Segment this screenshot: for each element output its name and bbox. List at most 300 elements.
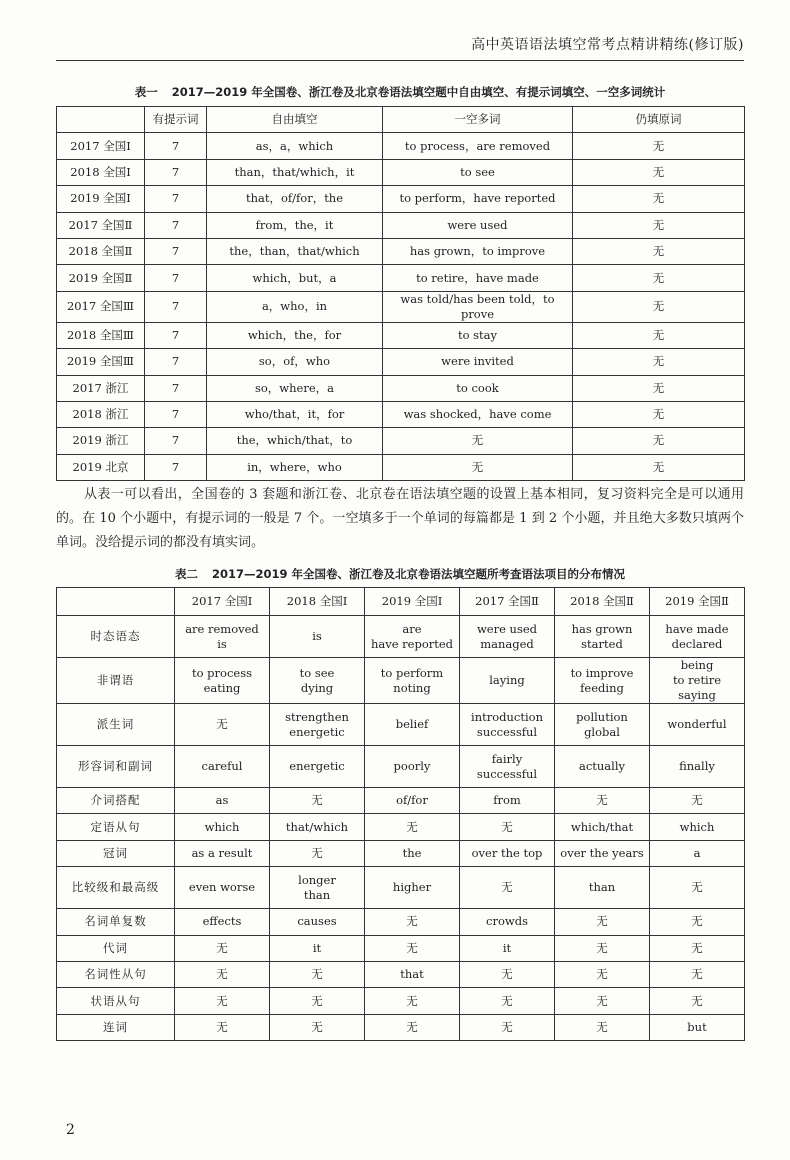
cell-line: noting bbox=[393, 680, 431, 695]
table-cell bbox=[175, 788, 270, 814]
cell-line: 无 bbox=[311, 967, 323, 982]
cell-line: has grown bbox=[571, 621, 633, 636]
cell-line: 无 bbox=[596, 793, 608, 808]
table-cell bbox=[365, 961, 460, 987]
table-cell: to retire，have made bbox=[383, 265, 573, 291]
table-cell bbox=[175, 1014, 270, 1040]
table-row bbox=[57, 814, 745, 840]
table-cell bbox=[650, 988, 745, 1014]
row-label: 代词 bbox=[57, 935, 175, 961]
table-cell bbox=[365, 867, 460, 909]
table-cell bbox=[460, 840, 555, 866]
table-cell bbox=[460, 935, 555, 961]
table-cell bbox=[270, 746, 365, 788]
cell-line: to perform bbox=[380, 665, 444, 680]
cell-line: global bbox=[584, 724, 620, 739]
cell-line: but bbox=[687, 1019, 707, 1034]
table-cell: than，that/which，it bbox=[207, 159, 383, 185]
cell-line: which bbox=[204, 819, 240, 834]
row-label: 2018 浙江 bbox=[57, 401, 145, 427]
table-cell bbox=[650, 909, 745, 935]
table-cell: to perform，have reported bbox=[383, 186, 573, 212]
table-cell: 无 bbox=[573, 375, 745, 401]
table-cell bbox=[270, 1014, 365, 1040]
table-cell bbox=[555, 788, 650, 814]
cell-line: over the top bbox=[471, 845, 543, 860]
table-cell bbox=[365, 616, 460, 658]
table-cell: so，of，who bbox=[207, 349, 383, 375]
cell-line: 无 bbox=[596, 993, 608, 1008]
table-cell: has grown，to improve bbox=[383, 238, 573, 264]
cell-line: that/which bbox=[285, 819, 349, 834]
row-label: 2018 全国Ⅲ bbox=[57, 322, 145, 348]
table-cell bbox=[650, 1014, 745, 1040]
table-cell bbox=[460, 746, 555, 788]
table-cell: in，where，who bbox=[207, 454, 383, 480]
table-cell: to cook bbox=[383, 375, 573, 401]
row-label: 时态语态 bbox=[57, 616, 175, 658]
row-label: 形容词和副词 bbox=[57, 746, 175, 788]
table2-tag: 表二 bbox=[174, 567, 198, 581]
cell-line: pollution bbox=[576, 709, 628, 724]
cell-line: feeding bbox=[580, 680, 624, 695]
table1-column-header: 自由填空 bbox=[207, 107, 383, 133]
cell-line: 无 bbox=[216, 967, 228, 982]
table1-column-header: 一空多词 bbox=[383, 107, 573, 133]
table-row bbox=[57, 291, 745, 322]
table-row bbox=[57, 935, 745, 961]
cell-line: from bbox=[493, 793, 521, 808]
cell-line: 无 bbox=[596, 1019, 608, 1034]
table-cell bbox=[175, 867, 270, 909]
cell-line: were used bbox=[476, 621, 538, 636]
table-cell: as，a，which bbox=[207, 133, 383, 159]
table-cell: 7 bbox=[145, 428, 207, 454]
table-row bbox=[57, 909, 745, 935]
table-cell: 7 bbox=[145, 291, 207, 322]
cell-line: successful bbox=[476, 724, 538, 739]
cell-line: higher bbox=[392, 880, 432, 895]
table-cell: to see bbox=[383, 159, 573, 185]
cell-line: poorly bbox=[393, 759, 431, 773]
table2-column-header: 2018 全国Ⅱ bbox=[555, 588, 650, 616]
cell-line: 无 bbox=[311, 993, 323, 1008]
table-cell: the，than，that/which bbox=[207, 238, 383, 264]
row-label: 2017 全国Ⅰ bbox=[57, 133, 145, 159]
cell-line: crowds bbox=[486, 914, 528, 929]
cell-line: to process bbox=[191, 665, 253, 680]
cell-line: effects bbox=[202, 914, 242, 929]
row-label: 2018 全国Ⅱ bbox=[57, 238, 145, 264]
table-cell bbox=[365, 788, 460, 814]
cell-line: 无 bbox=[406, 940, 418, 955]
table-cell: 无 bbox=[573, 454, 745, 480]
cell-line: started bbox=[581, 636, 623, 651]
cell-line: 无 bbox=[501, 993, 513, 1008]
table1-tag: 表一 bbox=[134, 85, 158, 99]
table-cell: from，the，it bbox=[207, 212, 383, 238]
row-label: 冠词 bbox=[57, 840, 175, 866]
table-cell: 7 bbox=[145, 375, 207, 401]
cell-line: managed bbox=[480, 636, 534, 651]
table2-distribution bbox=[56, 587, 745, 1041]
row-label: 2019 全国Ⅱ bbox=[57, 265, 145, 291]
table-row bbox=[57, 961, 745, 987]
table-cell bbox=[175, 988, 270, 1014]
cell-line: 无 bbox=[501, 819, 513, 834]
table-cell bbox=[555, 840, 650, 866]
table-cell bbox=[270, 988, 365, 1014]
row-label: 2019 全国Ⅲ bbox=[57, 349, 145, 375]
cell-line: 无 bbox=[311, 793, 323, 808]
table-cell bbox=[175, 840, 270, 866]
table-cell: 7 bbox=[145, 454, 207, 480]
table1-title: 2017—2019 年全国卷、浙江卷及北京卷语法填空题中自由填空、有提示词填空、一空多词统计 bbox=[171, 85, 666, 99]
table-cell bbox=[175, 746, 270, 788]
table1-column-header: 仍填原词 bbox=[573, 107, 745, 133]
table-row bbox=[57, 349, 745, 375]
cell-line: to improve bbox=[570, 665, 634, 680]
cell-line: 无 bbox=[406, 819, 418, 834]
table-cell: 无 bbox=[573, 238, 745, 264]
table-row bbox=[57, 988, 745, 1014]
table-row bbox=[57, 238, 745, 264]
table-cell bbox=[650, 704, 745, 746]
table-cell: 无 bbox=[573, 133, 745, 159]
table-cell: 无 bbox=[573, 428, 745, 454]
table-cell bbox=[650, 935, 745, 961]
table-cell bbox=[555, 867, 650, 909]
row-label: 非谓语 bbox=[57, 658, 175, 704]
table1-caption bbox=[56, 84, 744, 100]
table-cell bbox=[650, 840, 745, 866]
table-cell bbox=[175, 814, 270, 840]
cell-line: strengthen bbox=[285, 709, 349, 724]
table-row bbox=[57, 133, 745, 159]
table-cell bbox=[365, 935, 460, 961]
cell-line: it bbox=[312, 940, 322, 955]
cell-line: 无 bbox=[406, 1019, 418, 1034]
cell-line: 无 bbox=[501, 880, 513, 895]
cell-line: belief bbox=[395, 717, 429, 731]
cell-line: 无 bbox=[311, 1019, 323, 1034]
cell-line: of/for bbox=[396, 793, 428, 808]
table-row bbox=[57, 867, 745, 909]
table-cell bbox=[365, 1014, 460, 1040]
cell-line: energetic bbox=[289, 759, 345, 773]
table-cell bbox=[555, 814, 650, 840]
table-row bbox=[57, 616, 745, 658]
cell-line: is bbox=[312, 629, 322, 643]
cell-line: actually bbox=[578, 759, 626, 773]
table-cell: 7 bbox=[145, 133, 207, 159]
table-cell: to stay bbox=[383, 322, 573, 348]
table2-column-header: 2019 全国Ⅰ bbox=[365, 588, 460, 616]
table-cell bbox=[175, 616, 270, 658]
cell-line: introduction bbox=[471, 709, 543, 724]
table2-column-header: 2019 全国Ⅱ bbox=[650, 588, 745, 616]
table-cell: 7 bbox=[145, 159, 207, 185]
table-cell bbox=[650, 788, 745, 814]
cell-line: 无 bbox=[311, 845, 323, 860]
cell-line: even worse bbox=[188, 880, 256, 895]
table-row bbox=[57, 375, 745, 401]
table-cell bbox=[270, 909, 365, 935]
table2-header-row bbox=[57, 588, 745, 616]
table1-header-row bbox=[57, 107, 745, 133]
cell-line: 无 bbox=[691, 880, 703, 895]
cell-line: longer bbox=[298, 872, 336, 887]
row-label: 2019 全国Ⅰ bbox=[57, 186, 145, 212]
table2-column-header: 2017 全国Ⅰ bbox=[175, 588, 270, 616]
cell-line: 无 bbox=[406, 914, 418, 929]
table-cell bbox=[555, 935, 650, 961]
cell-line: 无 bbox=[501, 967, 513, 982]
table-cell: were invited bbox=[383, 349, 573, 375]
table-cell bbox=[365, 840, 460, 866]
table-cell: 无 bbox=[383, 428, 573, 454]
cell-line: to retire bbox=[672, 673, 722, 687]
table-cell bbox=[650, 616, 745, 658]
cell-line: it bbox=[502, 940, 512, 955]
table-row bbox=[57, 265, 745, 291]
cell-line: 无 bbox=[596, 940, 608, 955]
table2-column-header: 2017 全国Ⅱ bbox=[460, 588, 555, 616]
row-label: 名词性从句 bbox=[57, 961, 175, 987]
table2-column-header: 2018 全国Ⅰ bbox=[270, 588, 365, 616]
table-cell bbox=[175, 961, 270, 987]
cell-line: is bbox=[217, 636, 227, 651]
table-cell bbox=[365, 909, 460, 935]
table-cell bbox=[270, 814, 365, 840]
table-cell bbox=[365, 704, 460, 746]
row-label: 2017 浙江 bbox=[57, 375, 145, 401]
cell-line: that bbox=[400, 967, 424, 982]
table-cell bbox=[460, 616, 555, 658]
cell-line: 无 bbox=[691, 967, 703, 982]
row-label: 定语从句 bbox=[57, 814, 175, 840]
cell-line: which bbox=[679, 819, 715, 834]
table-cell bbox=[270, 788, 365, 814]
table-cell: the，which/that，to bbox=[207, 428, 383, 454]
table-cell bbox=[175, 704, 270, 746]
table2-title: 2017—2019 年全国卷、浙江卷及北京卷语法填空题所考查语法项目的分布情况 bbox=[211, 567, 625, 581]
table-cell bbox=[650, 746, 745, 788]
table-cell bbox=[270, 961, 365, 987]
table-cell: 7 bbox=[145, 238, 207, 264]
table-cell bbox=[460, 658, 555, 704]
table-cell bbox=[555, 909, 650, 935]
table-cell bbox=[555, 658, 650, 704]
table-cell: 无 bbox=[573, 159, 745, 185]
cell-line: being bbox=[680, 658, 714, 672]
table-cell bbox=[555, 961, 650, 987]
table-cell: 无 bbox=[573, 322, 745, 348]
table-cell bbox=[270, 704, 365, 746]
table-cell: which，but，a bbox=[207, 265, 383, 291]
table-cell: 7 bbox=[145, 349, 207, 375]
cell-line: dying bbox=[300, 680, 334, 695]
table-cell bbox=[650, 658, 745, 704]
table-cell bbox=[555, 1014, 650, 1040]
table-cell: 无 bbox=[383, 454, 573, 480]
table-row bbox=[57, 788, 745, 814]
cell-line: 无 bbox=[596, 914, 608, 929]
row-label: 2017 全国Ⅱ bbox=[57, 212, 145, 238]
row-label: 派生词 bbox=[57, 704, 175, 746]
table-cell bbox=[270, 840, 365, 866]
table-cell: was shocked，have come bbox=[383, 401, 573, 427]
table-cell bbox=[365, 746, 460, 788]
table-cell bbox=[460, 704, 555, 746]
table-row bbox=[57, 1014, 745, 1040]
table-cell bbox=[555, 704, 650, 746]
cell-line: which/that bbox=[570, 819, 634, 834]
cell-line: wonderful bbox=[667, 717, 727, 731]
table-cell bbox=[460, 988, 555, 1014]
row-label: 连词 bbox=[57, 1014, 175, 1040]
cell-line: laying bbox=[489, 673, 525, 687]
cell-line: 无 bbox=[216, 993, 228, 1008]
row-label: 状语从句 bbox=[57, 988, 175, 1014]
table-row bbox=[57, 840, 745, 866]
table-cell: 无 bbox=[573, 291, 745, 322]
table-row bbox=[57, 401, 745, 427]
running-title: 高中英语语法填空常考点精讲精练(修订版) bbox=[471, 37, 744, 53]
table1-statistics bbox=[56, 106, 745, 481]
header-rule bbox=[56, 60, 744, 61]
table-cell bbox=[175, 658, 270, 704]
cell-line: fairly bbox=[491, 751, 523, 766]
cell-line: are removed bbox=[185, 621, 259, 636]
table-cell: that，of/for，the bbox=[207, 186, 383, 212]
table-cell: 7 bbox=[145, 401, 207, 427]
table-cell: so，where，a bbox=[207, 375, 383, 401]
table-cell: 7 bbox=[145, 186, 207, 212]
cell-line: than bbox=[588, 880, 616, 895]
table-cell: a，who，in bbox=[207, 291, 383, 322]
table-row bbox=[57, 322, 745, 348]
row-label: 名词单复数 bbox=[57, 909, 175, 935]
cell-line: 无 bbox=[691, 940, 703, 955]
table-cell: 无 bbox=[573, 186, 745, 212]
cell-line: 无 bbox=[596, 967, 608, 982]
cell-line: declared bbox=[671, 636, 723, 651]
row-label: 2019 北京 bbox=[57, 454, 145, 480]
table-cell bbox=[270, 616, 365, 658]
table-cell: 无 bbox=[573, 265, 745, 291]
table1-column-header bbox=[57, 107, 145, 133]
cell-line: 无 bbox=[216, 940, 228, 955]
table-cell bbox=[365, 814, 460, 840]
row-label: 2019 浙江 bbox=[57, 428, 145, 454]
table2-caption bbox=[56, 566, 744, 582]
cell-line: a bbox=[693, 845, 701, 860]
table-cell bbox=[650, 867, 745, 909]
cell-line: over the years bbox=[560, 845, 644, 860]
cell-line: 无 bbox=[691, 993, 703, 1008]
table-cell: 无 bbox=[573, 401, 745, 427]
cell-line: eating bbox=[203, 680, 241, 695]
table-cell: which，the，for bbox=[207, 322, 383, 348]
cell-line: than bbox=[303, 887, 331, 902]
table-cell bbox=[650, 814, 745, 840]
table-row bbox=[57, 428, 745, 454]
cell-line: to see bbox=[299, 665, 335, 680]
table-cell bbox=[175, 909, 270, 935]
table-cell: 无 bbox=[573, 349, 745, 375]
cell-line: finally bbox=[679, 759, 715, 773]
cell-line: 无 bbox=[691, 793, 703, 808]
cell-line: 无 bbox=[691, 914, 703, 929]
table-cell: was told/has been told，to prove bbox=[383, 291, 573, 322]
row-label: 2018 全国Ⅰ bbox=[57, 159, 145, 185]
cell-line: energetic bbox=[289, 724, 345, 739]
table2-column-header bbox=[57, 588, 175, 616]
cell-line: 无 bbox=[216, 1019, 228, 1034]
table-cell: 无 bbox=[573, 212, 745, 238]
table-cell: to process，are removed bbox=[383, 133, 573, 159]
table-cell bbox=[460, 788, 555, 814]
table-cell bbox=[270, 867, 365, 909]
table-cell bbox=[460, 961, 555, 987]
table-cell bbox=[555, 746, 650, 788]
table-cell bbox=[175, 935, 270, 961]
page-number: 2 bbox=[66, 1122, 75, 1138]
analysis-paragraph: 从表一可以看出，全国卷的 3 套题和浙江卷、北京卷在语法填空题的设置上基本相同，复习资料完全是可以通用的。在 10 个小题中，有提示词的一般是 7 个。一空填多于一个单词的每篇都是 1 到 2 个小题，并且绝大多数只填两个单词。没给提示词的都没有填实词。 bbox=[56, 487, 744, 550]
cell-line: as bbox=[215, 793, 229, 808]
table-cell bbox=[460, 909, 555, 935]
table-cell bbox=[365, 988, 460, 1014]
cell-line: successful bbox=[476, 766, 538, 781]
table-row bbox=[57, 454, 745, 480]
table1-column-header: 有提示词 bbox=[145, 107, 207, 133]
table-cell bbox=[460, 867, 555, 909]
cell-line: 无 bbox=[501, 1019, 513, 1034]
table-row bbox=[57, 186, 745, 212]
cell-line: have made bbox=[665, 621, 729, 636]
table-cell: 7 bbox=[145, 265, 207, 291]
table-row bbox=[57, 159, 745, 185]
table-row bbox=[57, 658, 745, 704]
cell-line: careful bbox=[201, 759, 243, 773]
row-label: 介词搭配 bbox=[57, 788, 175, 814]
cell-line: 无 bbox=[216, 717, 228, 731]
table-cell: 7 bbox=[145, 322, 207, 348]
cell-line: have reported bbox=[370, 636, 454, 651]
table-row bbox=[57, 746, 745, 788]
table-row bbox=[57, 704, 745, 746]
cell-line: 无 bbox=[406, 993, 418, 1008]
table-cell bbox=[555, 988, 650, 1014]
row-label: 比较级和最高级 bbox=[57, 867, 175, 909]
table-row bbox=[57, 212, 745, 238]
row-label: 2017 全国Ⅲ bbox=[57, 291, 145, 322]
table-cell bbox=[650, 961, 745, 987]
cell-line: as a result bbox=[191, 845, 253, 860]
cell-line: saying bbox=[678, 688, 716, 702]
table-cell bbox=[460, 1014, 555, 1040]
cell-line: the bbox=[402, 845, 422, 860]
table-cell bbox=[270, 658, 365, 704]
table-cell bbox=[270, 935, 365, 961]
table-cell bbox=[365, 658, 460, 704]
cell-line: are bbox=[402, 621, 422, 636]
table-cell: were used bbox=[383, 212, 573, 238]
table-cell bbox=[555, 616, 650, 658]
table-cell: who/that，it，for bbox=[207, 401, 383, 427]
table-cell: 7 bbox=[145, 212, 207, 238]
